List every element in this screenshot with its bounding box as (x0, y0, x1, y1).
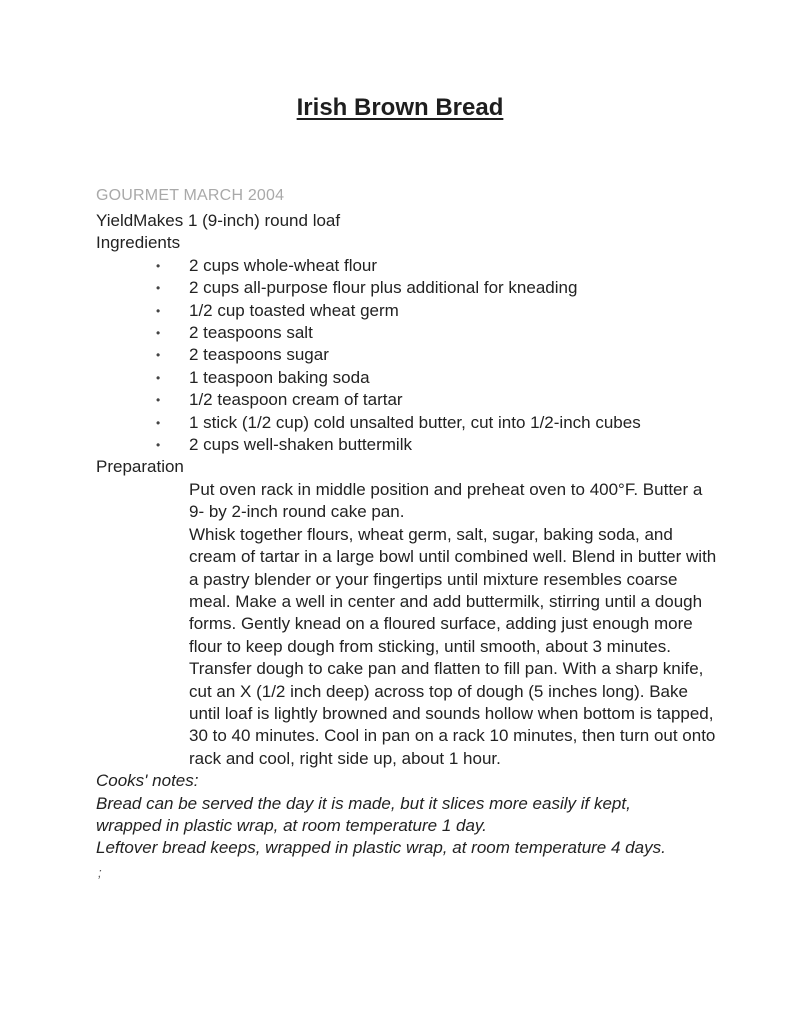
page-title: Irish Brown Bread (296, 94, 504, 121)
preparation-step: Put oven rack in middle position and preheat oven to 400°F. Butter a 9- by 2-inch round cake pan. (189, 479, 703, 522)
ingredient-text: 2 cups whole-wheat flour (189, 255, 378, 275)
list-item (96, 344, 776, 366)
ingredient-text: 2 teaspoons salt (189, 323, 313, 343)
ingredient-text: 2 cups all-purpose flour plus additional for kneading (189, 278, 578, 298)
bullet-icon: • (156, 438, 161, 453)
bullet-icon: • (156, 303, 161, 318)
list-item (96, 389, 776, 411)
yield-line: YieldMakes 1 (9-inch) round loaf (96, 211, 341, 230)
recipe-body (96, 210, 776, 884)
ingredient-text: 1/2 cup toasted wheat germ (189, 300, 399, 320)
bullet-icon: • (156, 348, 161, 363)
preparation-heading: Preparation (96, 457, 184, 477)
ingredient-text: 1 stick (1/2 cup) cold unsalted butter, cut into 1/2-inch cubes (189, 412, 641, 432)
bullet-icon: • (156, 393, 161, 408)
ingredients-heading: Ingredients (96, 233, 181, 253)
preparation-step: Whisk together flours, wheat germ, salt, sugar, baking soda, and cream of tartar in a large bowl until combined well. Blend in butter with a pastry blender or your fingertips until mixture resembles coarse meal. Make a well in center and add buttermilk, stirring until a dough forms. Gently knead on a floured surface, adding just enough more flour to keep dough from sticking, until smooth, about 3 minutes. (189, 524, 717, 656)
cooks-note: Bread can be served the day it is made, but it slices more easily if kept, wrapped in plastic wrap, at room temperature 1 day. (96, 793, 631, 835)
cooks-note: Leftover bread keeps, wrapped in plastic wrap, at room temperature 4 days. (96, 838, 666, 858)
ingredients-list (96, 255, 776, 457)
ingredient-text: 1 teaspoon baking soda (189, 367, 370, 387)
list-item (96, 434, 776, 456)
trailing-mark: ; (98, 864, 102, 880)
ingredient-text: 2 teaspoons sugar (189, 345, 329, 365)
bullet-icon: • (156, 326, 161, 341)
cooks-notes (96, 770, 696, 860)
list-item (96, 322, 776, 344)
list-item (96, 367, 776, 389)
bullet-icon: • (156, 281, 161, 296)
list-item (96, 300, 776, 322)
bullet-icon: • (156, 370, 161, 385)
list-item (96, 277, 776, 299)
ingredient-text: 1/2 teaspoon cream of tartar (189, 390, 403, 410)
preparation-step: Transfer dough to cake pan and flatten to fill pan. With a sharp knife, cut an X (1/2 inch deep) across top of dough (5 inches long). Bake until loaf is lightly browned and sounds hollow when bottom is tapped, 30 to 40 minutes. Cool in pan on a rack 10 minutes, then turn out onto rack and cool, right side up, about 1 hour. (189, 659, 716, 768)
bullet-icon: • (156, 415, 161, 430)
preparation-steps (96, 479, 719, 770)
list-item (96, 255, 776, 277)
ingredient-text: 2 cups well-shaken buttermilk (189, 435, 412, 455)
bullet-icon: • (156, 258, 161, 273)
cooks-notes-heading: Cooks' notes: (96, 771, 199, 791)
list-item (96, 412, 776, 434)
source-line: GOURMET MARCH 2004 (96, 187, 285, 204)
